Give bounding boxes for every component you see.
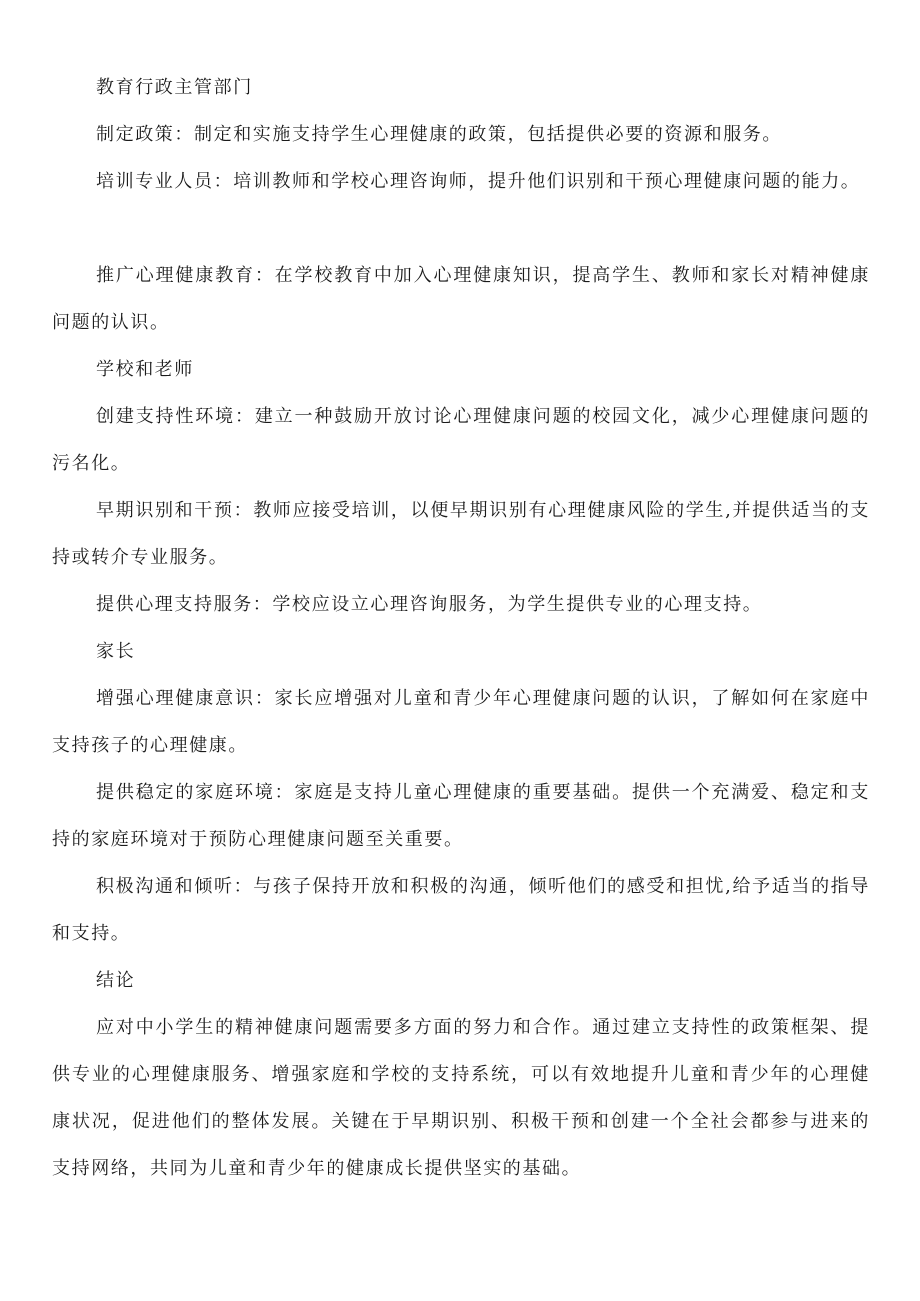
paragraph-training: 培训专业人员：培训教师和学校心理咨询师，提升他们识别和干预心理健康问题的能力。 <box>96 171 861 192</box>
paragraph-policy: 制定政策：制定和实施支持学生心理健康的政策，包括提供必要的资源和服务。 <box>96 124 782 145</box>
paragraph-early-identification: 早期识别和干预：教师应接受培训，以便早期识别有心理健康风险的学生,并提供适当的支持或转介专业服务。 <box>52 500 870 568</box>
paragraph-awareness: 增强心理健康意识：家长应增强对儿童和青少年心理健康问题的认识，了解如何在家庭中支持孩子的心理健康。 <box>52 688 870 756</box>
paragraph-support-services: 提供心理支持服务：学校应设立心理咨询服务，为学生提供专业的心理支持。 <box>96 594 763 615</box>
paragraph-education-promotion: 推广心理健康教育：在学校教育中加入心理健康知识，提高学生、教师和家长对精神健康问题的认识。 <box>52 265 870 333</box>
paragraph-conclusion: 应对中小学生的精神健康问题需要多方面的努力和合作。通过建立支持性的政策框架、提供专业的心理健康服务、增强家庭和学校的支持系统，可以有效地提升儿童和青少年的心理健康状况，促进他们的整体发展。关键在于早期识别、积极干预和创建一个全社会都参与进来的支持网络，共同为儿童和青少年的健康成长提供坚实的基础。 <box>52 1017 870 1179</box>
heading-education-authority: 教育行政主管部门 <box>96 77 253 98</box>
heading-conclusion: 结论 <box>96 970 136 991</box>
heading-school-teachers: 学校和老师 <box>96 359 194 380</box>
paragraph-family-environment: 提供稳定的家庭环境：家庭是支持儿童心理健康的重要基础。提供一个充满爱、稳定和支持的家庭环境对于预防心理健康问题至关重要。 <box>52 782 870 850</box>
paragraph-supportive-environment: 创建支持性环境：建立一种鼓励开放讨论心理健康问题的校园文化，减少心理健康问题的污名化。 <box>52 406 870 474</box>
heading-parents: 家长 <box>96 641 136 662</box>
paragraph-communication: 积极沟通和倾听：与孩子保持开放和积极的沟通，倾听他们的感受和担忧,给予适当的指导和支持。 <box>52 876 870 944</box>
